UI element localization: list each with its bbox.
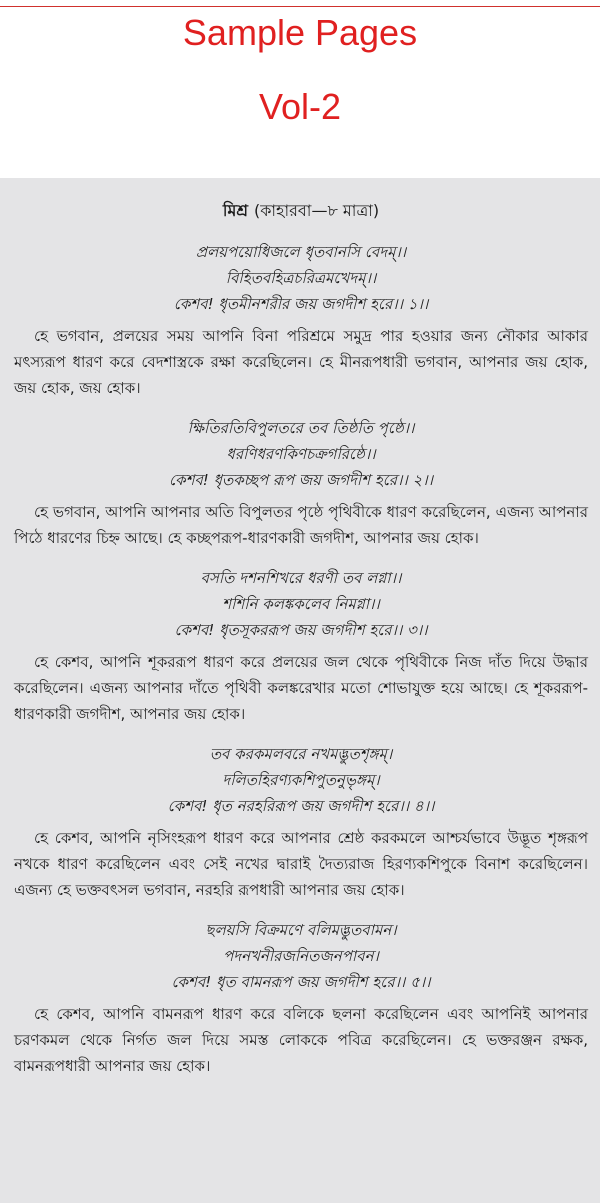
- meaning-paragraph: হে কেশব, আপনি নৃসিংহরূপ ধারণ করে আপনার শ্রেষ্ঠ করকমলে আশ্চর্যভাবে উদ্ভূত শৃঙ্গরূপ নখকে ধারণ করেছিলেন এবং সেই নখের দ্বারাই দৈত্যরাজ হিরণ্যকশিপুকে বিনাশ করেছিলেন। এজন্য হে ভক্তবৎসল ভগবান, নরহরি রূপধারী আপনার জয় হোক।: [14, 829, 588, 899]
- meaning-paragraph: হে কেশব, আপনি শূকররূপ ধারণ করে প্রলয়ের জল থেকে পৃথিবীকে নিজ দাঁত দিয়ে উদ্ধার করেছিলেন। এজন্য আপনার দাঁতে পৃথিবী কলঙ্করেখার মতো শোভাযুক্ত হয়ে আছে। হে শূকররূপ-ধারণকারী জগদীশ, আপনার জয় হোক।: [14, 653, 588, 723]
- meaning-paragraph: হে কেশব, আপনি বামনরূপ ধারণ করে বলিকে ছলনা করেছিলেন এবং আপনিই আপনার চরণকমল থেকে নির্গত জল দিয়ে সমস্ত লোককে পবিত্র করেছিলেন। হে ভক্তরঞ্জন রক্ষক, বামনরূপধারী আপনার জয় হোক।: [14, 1005, 588, 1075]
- verse-line: কেশব! ধৃতসূকররূপ জয় জগদীশ হরে।। ৩।।: [174, 621, 428, 639]
- verse-line: ছলয়সি বিক্রমণে বলিমদ্ভুতবামন।: [205, 921, 397, 939]
- verse-line: বসতি দশনশিখরে ধরণী তব লগ্না।।: [200, 569, 402, 587]
- heading-raga: মিশ্র: [222, 201, 248, 220]
- verse-block: [14, 741, 588, 819]
- verse-line: দলিতহিরণ্যকশিপুতনুভৃঙ্গম্।: [222, 771, 380, 789]
- verse-line: কেশব! ধৃত বামনরূপ জয় জগদীশ হরে।। ৫।।: [171, 973, 431, 991]
- scanned-page: [0, 178, 600, 1203]
- meaning-paragraph: হে ভগবান, আপনি আপনার অতি বিপুলতর পৃষ্ঠে পৃথিবীকে ধারণ করেছিলেন, এজন্য আপনার পিঠে ধারণের চিহ্ন আছে। হে কচ্ছপরূপ-ধারণকারী জগদীশ, আপনার জয় হোক।: [14, 503, 588, 547]
- verse-block: [14, 415, 588, 493]
- verse-line: ধরণিধরণকিণচক্রগরিষ্ঠে।।: [226, 445, 376, 463]
- header-title: Sample Pages: [182, 12, 418, 53]
- verse-line: প্রলয়পয়োধিজলে ধৃতবানসি বেদম্।।: [195, 243, 407, 261]
- verse-line: তব করকমলবরে নখমদ্ভুতশৃঙ্গম্।: [209, 745, 393, 763]
- heading-tala: (কাহারবা—৮ মাত্রা): [253, 201, 380, 220]
- verse-block: [14, 565, 588, 643]
- verse-line: ক্ষিতিরতিবিপুলতরে তব তিষ্ঠতি পৃষ্ঠে।।: [187, 419, 415, 437]
- verse-line: কেশব! ধৃত নরহরিরূপ জয় জগদীশ হরে।। ৪।।: [167, 797, 435, 815]
- verse-line: কেশব! ধৃতমীনশরীর জয় জগদীশ হরে।। ১।।: [173, 295, 429, 313]
- page-heading: [14, 198, 588, 225]
- verse-line: পদনখনীরজনিতজনপাবন।: [223, 947, 379, 965]
- verse-block: [14, 917, 588, 995]
- verse-line: বিহিতবহিত্রচরিত্রমখেদম্।।: [225, 269, 377, 287]
- verse-line: শশিনি কলঙ্ককলেব নিমগ্না।।: [222, 595, 380, 613]
- verse-block: [14, 239, 588, 317]
- meaning-paragraph: হে ভগবান, প্রলয়ের সময় আপনি বিনা পরিশ্রমে সমুদ্র পার হওয়ার জন্য নৌকার আকার মৎস্যরূপ ধারণ করে বেদশাস্ত্রকে রক্ষা করেছিলেন। হে মীনরূপধারী ভগবান, আপনার জয় হোক, জয় হোক, জয় হোক।: [14, 327, 588, 397]
- header-subtitle: Vol-2: [258, 86, 342, 127]
- top-rule: [0, 6, 600, 7]
- verse-line: কেশব! ধৃতকচ্ছপ রূপ জয় জগদীশ হরে।। ২।।: [169, 471, 433, 489]
